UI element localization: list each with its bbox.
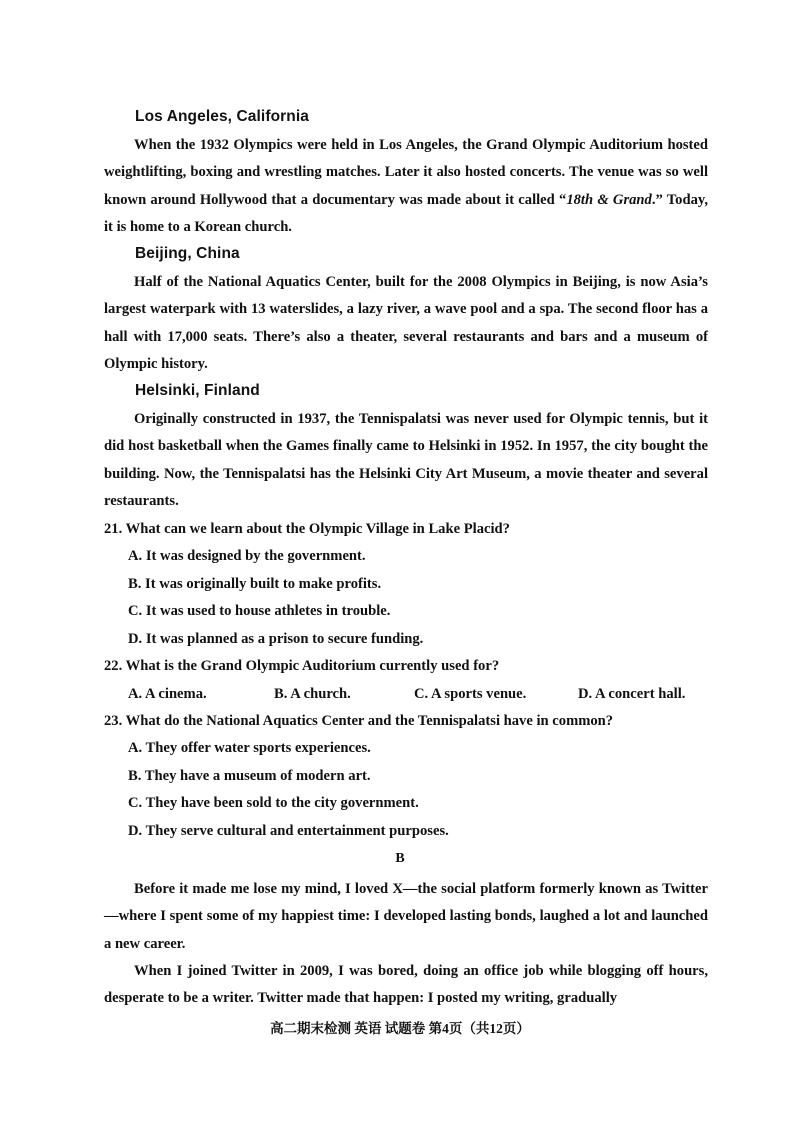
beijing-text: Half of the National Aquatics Center, built for the 2008 Olympics in Beijing, is now Asia’s largest waterpark with 13 waterslides, a lazy river, a wave pool and a spa. The second floor has a hall with 17,000 seats. There’s also a theater, several restaurants and bars and a museum of Olympic history. [104, 274, 708, 372]
los-angeles-text-part1: When the 1932 Olympics were held in Los Angeles, the Grand Olympic Auditorium hosted weightlifting, boxing and wrestling matches. Later it also hosted concerts. The venue was so well known around Hollywood that a documentary was made about it called “ [104, 137, 708, 208]
question-21-option-a: A. It was designed by the government. [128, 548, 366, 564]
question-22-option-a: A. A cinema. [128, 686, 207, 702]
section-heading-helsinki: Helsinki, Finland [135, 382, 260, 399]
los-angeles-text-part2: .” Today, it is home to a Korean church. [104, 191, 709, 235]
documentary-title: 18th & Grand [566, 191, 652, 208]
question-22-stem: 22. What is the Grand Olympic Auditorium currently used for? [104, 658, 500, 674]
section-text-los-angeles [104, 132, 708, 241]
section-heading-los-angeles: Los Angeles, California [135, 108, 309, 125]
question-22-option-c: C. A sports venue. [414, 686, 527, 702]
passage-b-paragraph-2: When I joined Twitter in 2009, I was bored, doing an office job while blogging off hours, desperate to be a writer. Twitter made that happen: I posted my writing, gradually [104, 963, 708, 1007]
question-21-stem: 21. What can we learn about the Olympic Village in Lake Placid? [104, 521, 510, 537]
question-21-option-b: B. It was originally built to make profits. [128, 576, 382, 592]
section-text-beijing [104, 269, 708, 378]
question-23-option-a: A. They offer water sports experiences. [128, 740, 371, 756]
question-23-option-c: C. They have been sold to the city government. [128, 795, 419, 811]
question-21-option-d: D. It was planned as a prison to secure funding. [128, 631, 424, 647]
question-23-option-d: D. They serve cultural and entertainment purposes. [128, 823, 449, 839]
question-21-option-c: C. It was used to house athletes in trouble. [128, 603, 391, 619]
section-text-helsinki [104, 406, 708, 515]
question-23-stem: 23. What do the National Aquatics Center and the Tennispalatsi have in common? [104, 713, 614, 729]
passage-b-label: B [395, 851, 405, 866]
question-22-option-b: B. A church. [274, 686, 351, 702]
helsinki-text: Originally constructed in 1937, the Tennispalatsi was never used for Olympic tennis, but it did host basketball when the Games finally came to Helsinki in 1952. In 1957, the city bought the building. Now, the Tennispalatsi has the Helsinki City Art Museum, a movie theater and several restaurants. [104, 411, 708, 509]
page-footer: 高二期末检测 英语 试题卷 第4页（共12页） [270, 1021, 530, 1036]
passage-b-text-2 [104, 958, 708, 1013]
section-heading-beijing: Beijing, China [135, 245, 240, 262]
passage-b-text [104, 876, 708, 958]
question-22-option-d: D. A concert hall. [578, 686, 686, 702]
passage-b-paragraph-1: Before it made me lose my mind, I loved X—the social platform formerly known as Twitter—where I spent some of my happiest time: I developed lasting bonds, laughed a lot and launched a new career. [104, 881, 708, 952]
question-23-option-b: B. They have a museum of modern art. [128, 768, 371, 784]
